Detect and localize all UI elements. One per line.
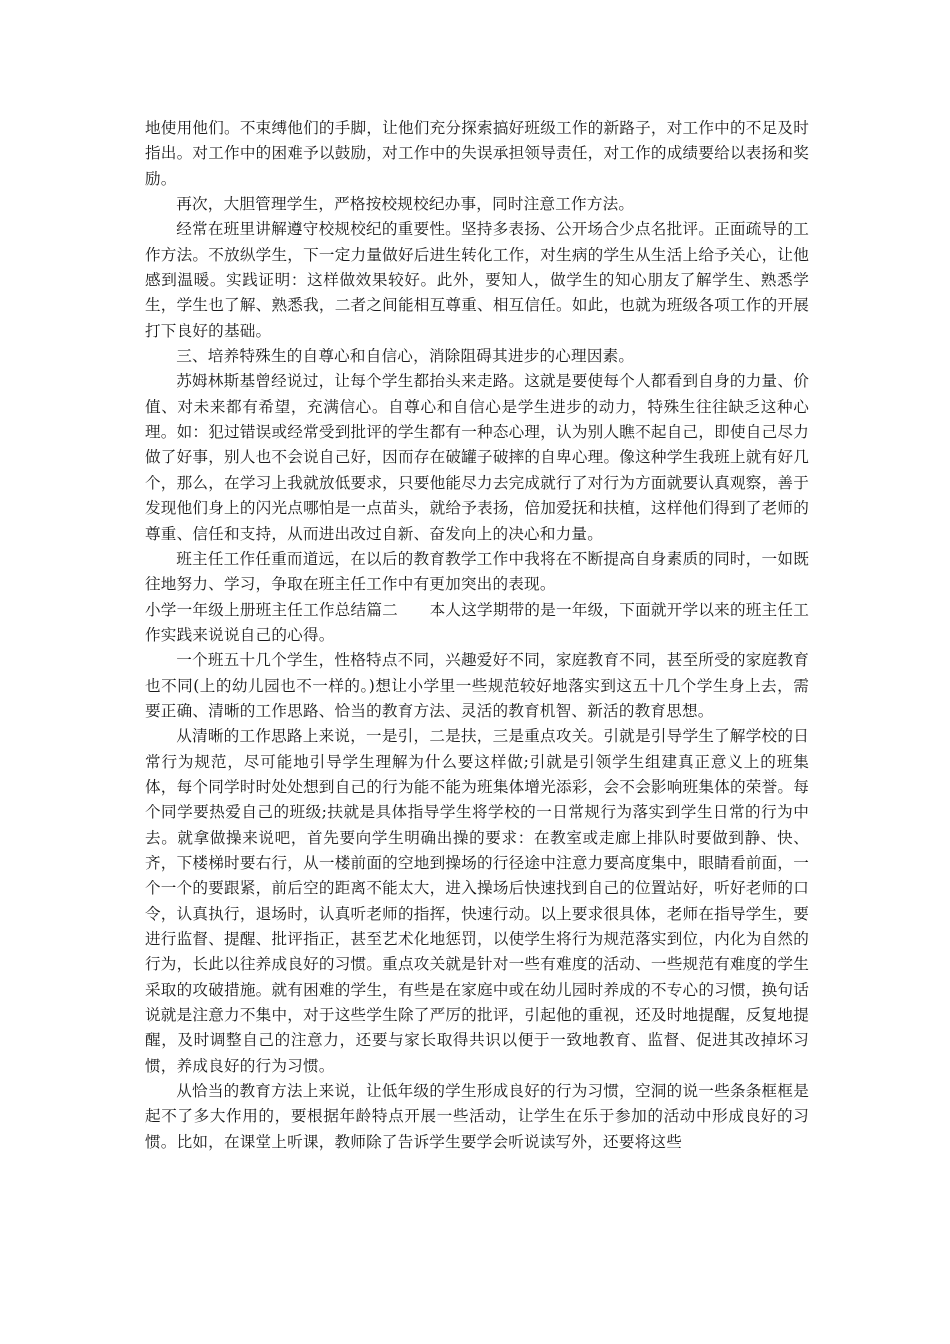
paragraph: 苏姆林斯基曾经说过，让每个学生都抬头来走路。这就是要使每个人都看到自身的力量、价值、对未来都有希望，充满信心。自尊心和自信心是学生进步的动力，特殊生往往缺乏这种心理。如：犯过错误或经常受到批评的学生都有一种态心理，认为别人瞧不起自己，即使自己尽力做了好事，别人也不会说自己好，因而存在破罐子破摔的自卑心理。像这种学生我班上就有好几个，那么，在学习上我就放低要求，只要他能尽力去完成就行了对行为方面就要认真观察，善于发现他们身上的闪光点哪怕是一点苗头，就给予表扬，倍加爱抚和扶植，这样他们得到了老师的尊重、信任和支持，从而进出改过自新、奋发向上的决心和力量。 — [145, 372, 809, 543]
paragraph: 再次，大胆管理学生，严格按校规校纪办事，同时注意工作方法。 — [176, 195, 635, 214]
paragraph: 从恰当的教育方法上来说，让低年级的学生形成良好的行为习惯，空洞的说一些条条框框是起不了多大作用的，要根据年龄特点开展一些活动，让学生在乐于参加的活动中形成良好的习惯。比如，在课堂上听课，教师除了告诉学生要学会听说读写外，还要将这些 — [145, 1082, 809, 1151]
paragraph: 地使用他们。不束缚他们的手脚，让他们充分探索搞好班级工作的新路子，对工作中的不足及时指出。对工作中的困难予以鼓励，对工作中的失误承担领导责任，对工作的成绩要给以表扬和奖励。 — [145, 119, 809, 188]
paragraph: 经常在班里讲解遵守校规校纪的重要性。坚持多表扬、公开场合少点名批评。正面疏导的工作方法。不放纵学生，下一定力量做好后进生转化工作，对生病的学生从生活上给予关心，让他感到温暖。实践证明：这样做效果较好。此外，要知人，做学生的知心朋友了解学生、熟悉学生，学生也了解、熟悉我，二者之间能相互尊重、相互信任。如此，也就为班级各项工作的开展打下良好的基础。 — [145, 220, 809, 340]
section-heading: 三、培养特殊生的自尊心和自信心，消除阻碍其进步的心理因素。 — [176, 347, 635, 366]
document-body — [145, 116, 809, 1155]
paragraph: 一个班五十几个学生，性格特点不同，兴趣爱好不同，家庭教育不同，甚至所受的家庭教育也不同(上的幼儿园也不一样的。)想让小学里一些规范较好地落实到这五十几个学生身上去，需要正确、清晰的工作思路、恰当的教育方法、灵活的教育机智、新活的教育思想。 — [145, 651, 809, 720]
article-title-line: 小学一年级上册班主任工作总结篇二 本人这学期带的是一年级，下面就开学以来的班主任工作实践来说说自己的心得。 — [145, 600, 809, 644]
paragraph: 班主任工作任重而道远，在以后的教育教学工作中我将在不断提高自身素质的同时，一如既往地努力、学习，争取在班主任工作中有更加突出的表现。 — [145, 549, 809, 594]
paragraph: 从清晰的工作思路上来说，一是引，二是扶，三是重点攻关。引就是引导学生了解学校的日常行为规范，尽可能地引导学生理解为什么要这样做;引就是引领学生组建真正意义上的班集体，每个同学时时处处想到自己的行为能不能为班集体增光添彩，会不会影响班集体的荣誉。每个同学要热爱自己的班级;扶就是具体指导学生将学校的一日常规行为落实到学生日常的行为中去。就拿做操来说吧，首先要向学生明确出操的要求：在教室或走廊上排队时要做到静、快、齐，下楼梯时要右行，从一楼前面的空地到操场的行径途中注意力要高度集中，眼睛看前面，一个一个的要跟紧，前后空的距离不能太大，进入操场后快速找到自己的位置站好，听好老师的口令，认真执行，退场时，认真听老师的指挥，快速行动。以上要求很具体，老师在指导学生，要进行监督、提醒、批评指正，甚至艺术化地惩罚，以使学生将行为规范落实到位，内化为自然的行为，长此以往养成良好的习惯。重点攻关就是针对一些有难度的活动、一些规范有难度的学生采取的攻破措施。就有困难的学生，有些是在家庭中或在幼儿园时养成的不专心的习惯，换句话说就是注意力不集中，对于这些学生除了严厉的批评，引起他的重视，还及时地提醒，反复地提醒，及时调整自己的注意力，还要与家长取得共识以便于一致地教育、监督、促进其改掉坏习惯，养成良好的行为习惯。 — [145, 727, 809, 1075]
